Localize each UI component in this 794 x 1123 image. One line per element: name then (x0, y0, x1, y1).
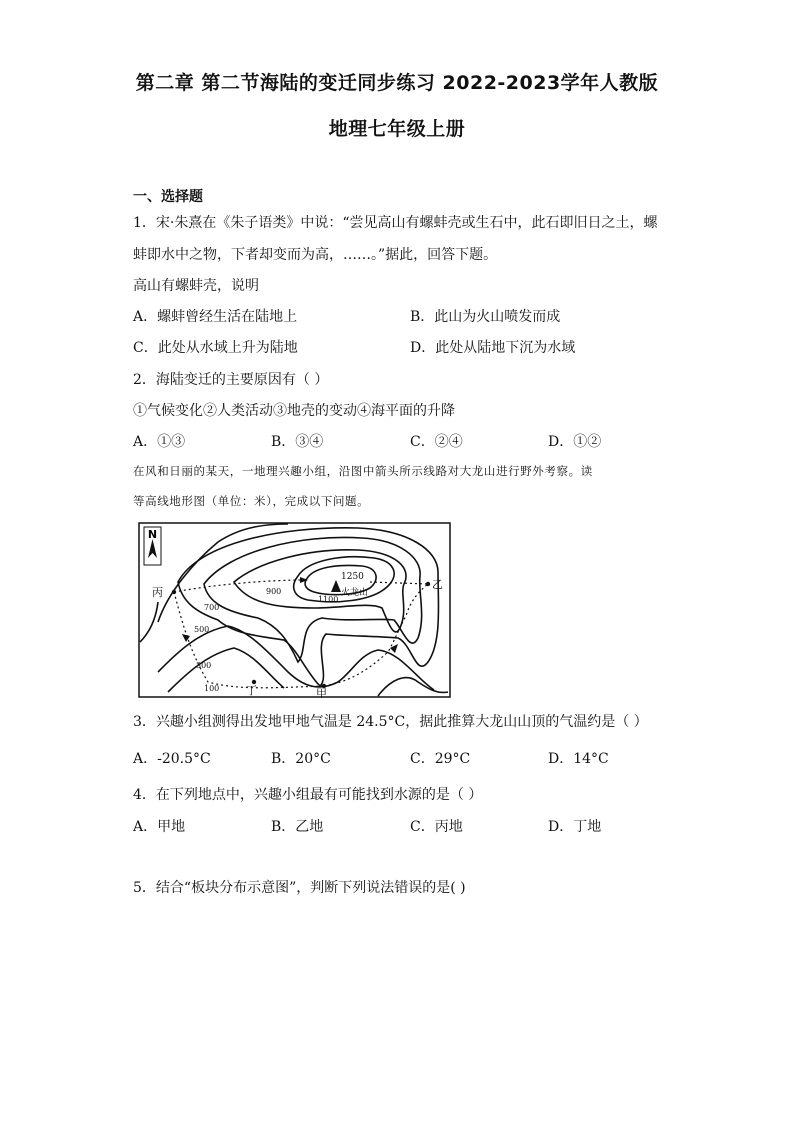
material-line2: 等高线地形图（单位：米），完成以下问题。 (133, 494, 370, 508)
q1-prompt: 高山有螺蚌壳，说明 (133, 278, 259, 294)
q2-option-d: D．①② (548, 434, 602, 450)
q2-choices: ①气候变化②人类活动③地壳的变动④海平面的升降 (133, 403, 455, 419)
label-yi: 乙 (432, 578, 443, 591)
q2-stem: 2．海陆变迁的主要原因有（ ） (133, 372, 329, 388)
q2-option-b: B．③④ (271, 434, 324, 450)
q3-option-a: A．-20.5°C (133, 751, 211, 767)
page-title-line2: 地理七年级上册 (328, 118, 466, 140)
q4-option-d: D．丁地 (548, 819, 602, 835)
q3-stem: 3．兴趣小组测得出发地甲地气温是 24.5°C，据此推算大龙山山顶的气温约是（ ） (133, 714, 648, 730)
label-contour-900: 900 (266, 587, 282, 596)
section-heading: 一、选择题 (133, 189, 203, 205)
material-line1: 在风和日丽的某天，一地理兴趣小组，沿图中箭头所示线路对大龙山进行野外考察。读 (133, 464, 593, 478)
q1-option-a: A．螺蚌曾经生活在陆地上 (133, 309, 298, 325)
q1-stem-line2: 蚌即水中之物，下者却变而为高，……。”据此，回答下题。 (133, 247, 498, 263)
label-peak-1250: 1250 (341, 572, 364, 582)
q4-stem: 4．在下列地点中，兴趣小组最有可能找到水源的是（ ） (133, 787, 483, 803)
q1-stem-line1: 1．宋·朱熹在《朱子语类》中说：“尝见高山有螺蚌壳或生石中，此石即旧日之土，螺 (133, 215, 658, 231)
page-title-line1: 第二章 第二节海陆的变迁同步练习 2022-2023学年人教版 (135, 72, 659, 94)
label-ding: 丁 (246, 684, 257, 697)
q1-option-b: B．此山为火山喷发而成 (410, 309, 561, 325)
q3-option-d: D．14°C (548, 751, 609, 767)
q3-option-b: B．20°C (271, 751, 331, 767)
q1-option-d: D．此处从陆地下沉为水域 (410, 340, 576, 356)
q5-stem: 5．结合“板块分布示意图”，判断下列说法错误的是( ) (133, 880, 466, 896)
label-contour-100: 100 (204, 684, 220, 693)
label-jia: 甲 (316, 687, 327, 698)
label-contour-300: 300 (196, 661, 212, 670)
q3-option-c: C．29°C (410, 751, 471, 767)
label-contour-1100: 1100 (318, 595, 339, 604)
label-bing: 丙 (152, 586, 163, 599)
q1-option-c: C．此处从水域上升为陆地 (133, 340, 298, 356)
label-contour-700: 700 (204, 603, 220, 612)
q4-option-b: B．乙地 (271, 819, 324, 835)
label-mountain: 火龙山 (341, 588, 369, 598)
q2-option-a: A．①③ (133, 434, 186, 450)
label-contour-500: 500 (194, 625, 210, 634)
q4-option-a: A．甲地 (133, 819, 186, 835)
q4-option-c: C．丙地 (410, 819, 463, 835)
contour-map (138, 522, 451, 698)
north-label: N (147, 528, 158, 541)
q2-option-c: C．②④ (410, 434, 463, 450)
